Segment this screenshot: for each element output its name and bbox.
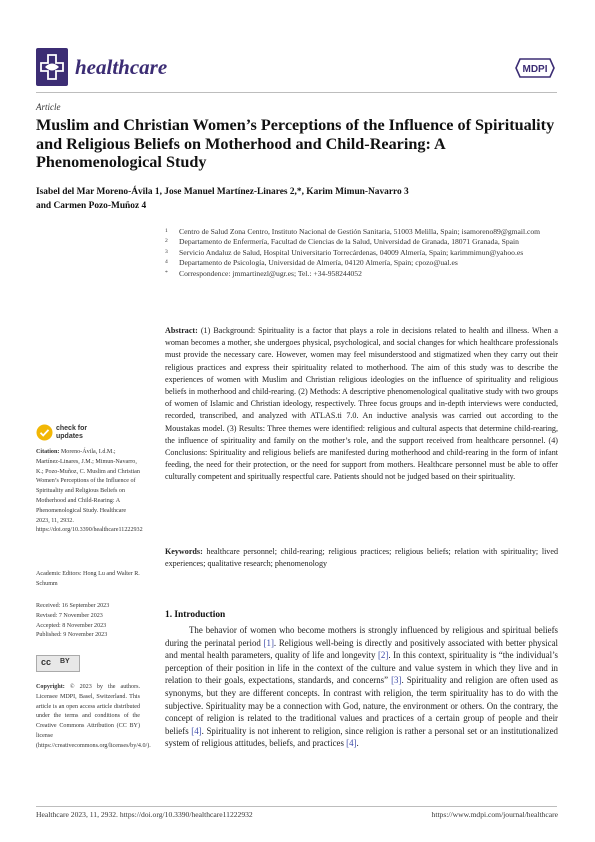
cc-by-label: BY — [60, 658, 70, 665]
affiliation-text: Centro de Salud Zona Centro, Instituto Nacional de Gestión Sanitaria, 51003 Melilla, Spain; isamoreno89@gmail.com — [179, 227, 541, 236]
intro-text: . Spirituality is not inherent to religion, since religion is rather a personal set or an institutionalized system of religious attitudes, beliefs, and practices — [165, 725, 558, 749]
introduction-paragraph — [165, 624, 558, 750]
reference-link[interactable]: [4] — [191, 725, 202, 736]
keywords-label: Keywords: — [165, 547, 203, 556]
intro-text: . Religious well-being is directly and positively associated with better physical and mental health parameters, quality of life and longevity — [165, 637, 558, 661]
authors-line-1[interactable]: Isabel del Mar Moreno-Ávila 1, Jose Manuel Martínez-Linares 2,*, Karim Mimun-Navarro 3 — [36, 187, 409, 197]
intro-text: . In this context, spirituality is “the individual’s perception of their position in life in the context of the culture and value system in which they live and in relation to their goals, expectations, standards, and concerns” — [165, 650, 558, 686]
cc-by-license-icon[interactable] — [36, 655, 80, 672]
reference-link[interactable]: [4] — [346, 738, 357, 749]
citation-label: Citation: — [36, 449, 60, 455]
check-line-2: updates — [56, 432, 83, 440]
reference-link[interactable]: [3] — [391, 675, 402, 686]
affiliation-number: 3 — [165, 248, 168, 255]
mdpi-logo[interactable] — [515, 57, 555, 79]
affiliation-number: * — [165, 269, 168, 276]
article-title: Muslim and Christian Women’s Perceptions of the Influence of Spirituality and Religious Beliefs on Motherhood and Child-Rearing: A Phenomenological Study — [36, 116, 555, 171]
footer-divider — [36, 806, 557, 807]
affiliation-text: Departamento de Psicología, Universidad de Almería, 04120 Almería, Spain; cpozo@ual.es — [179, 258, 458, 268]
copyright-block — [36, 683, 151, 752]
date-published: Published: 9 November 2023 — [36, 632, 108, 639]
header-divider — [36, 92, 557, 93]
intro-text: . Spirituality and religion are often used as synonyms, but they are different concepts. In contrast with religion, the term spirituality has to do with the subjective. Spirituality may be a connection with God, nature, the environment or others. On the contrary, the concept of religion is related to the traditional values and practices of a certain group of people and their beliefs — [165, 675, 558, 736]
article-type: Article — [36, 102, 61, 112]
reference-link[interactable]: [1] — [263, 637, 274, 648]
affiliation-item — [165, 258, 545, 268]
intro-text: The behavior of women who become mothers is strongly influenced by religious and spiritual beliefs during the perinatal period — [165, 625, 558, 648]
mdpi-logo-text: MDPI — [522, 64, 548, 75]
affiliation-number: 4 — [165, 259, 168, 266]
correspondence-text[interactable]: Correspondence: jmmartinezl@ugr.es; Tel.: +34-958244052 — [179, 268, 362, 278]
intro-text: . — [356, 738, 359, 749]
healthcare-cross-icon — [36, 48, 68, 86]
section-heading-introduction: 1. Introduction — [165, 610, 226, 620]
keywords-text: healthcare personnel; child-rearing; religious practices; religious beliefs; relation with spirituality; lived experiences; qualitative research; phenomenology — [165, 547, 558, 569]
check-for-updates-button[interactable] — [36, 424, 106, 444]
copyright-label: Copyright: — [36, 684, 65, 690]
affiliation-item — [165, 227, 545, 237]
reference-link[interactable]: [2] — [377, 650, 389, 661]
affiliation-item — [165, 237, 545, 247]
affiliation-item — [165, 269, 545, 279]
affiliation-text: Departamento de Enfermería, Facultad de Ciencias de la Salud, Universidad de Granada, 18071 Granada, Spain — [179, 237, 519, 247]
authors-line-2[interactable]: and Carmen Pozo-Muñoz 4 — [36, 201, 147, 211]
cc-label: cc — [41, 657, 52, 667]
affiliations — [165, 227, 545, 279]
citation-text[interactable]: Moreno-Ávila, I.d.M.; Martínez-Linares, J.M.; Mimun-Navarro, K.; Pozo-Muñoz, C. Muslim and Christian Women’s Perceptions of the Influence of Spirituality and Religious Beliefs on Motherhood and Child-Rearing: A Phenomenological Study. Healthcare 2023, 11, 2932. https://doi.org/10.3390/healthcare11222932 — [36, 449, 143, 534]
date-received: Received: 16 September 2023 — [36, 603, 110, 609]
affiliation-number: 2 — [165, 238, 168, 245]
keywords — [165, 546, 558, 570]
academic-editors: Academic Editors: Hong Lu and Walter R. Schumm — [36, 571, 140, 587]
affiliation-number: 1 — [165, 228, 168, 234]
abstract-label: Abstract: — [165, 326, 198, 335]
abstract-text: (1) Background: Spirituality is a factor that plays a role in decisions related to health and illness. When a woman becomes a mother, she undergoes physical, psychological, and social changes for which healthcare professionals must provide the necessary care. However, women may feel misunderstood and stigmatized when they carry out their religious practices and express their spirituality related to motherhood. The aim of this study was to describe the experiences of women with Muslim and Christian religious ideologies on the influence of spirituality and religious beliefs in motherhood and child-rearing. (2) Methods: A descriptive phenomenological qualitative study with two groups of women of Islamic and Christian ideology, respectively. Three focus groups and in-depth interviews were conducted, recorded, transcribed, and analyzed with ATLAS.ti 7.0. An inductive analysis was carried out according to the Moustakas model. (3) Results: Three themes were identified: religious and cultural aspects that determine child-rearing, the influence of spirituality and family on the mother’s role, and the support received from healthcare personnel. (4) Conclusions: Spirituality and religious beliefs are manifested during motherhood and child-rearing in the form of infant feeding, the need for their protection, or the need for support from mothers. Healthcare personnel must be able to offer culturally competent and spiritually respectful care. Patients should not be judged based on their spirituality. — [165, 326, 558, 482]
footer-journal-url[interactable]: https://www.mdpi.com/journal/healthcare — [431, 810, 558, 819]
journal-name[interactable]: healthcare — [75, 55, 168, 79]
citation-block — [36, 448, 143, 536]
check-for-updates-label — [56, 425, 87, 440]
footer-citation[interactable]: Healthcare 2023, 11, 2932. https://doi.org/10.3390/healthcare11222932 — [36, 810, 253, 819]
date-accepted: Accepted: 8 November 2023 — [36, 622, 107, 629]
author-list — [36, 185, 556, 213]
publication-dates — [36, 602, 140, 641]
affiliation-text: Servicio Andaluz de Salud, Hospital Universitario Torrecárdenas, 04009 Almería, Spain; karimmimun@yahoo.es — [179, 247, 524, 257]
affiliation-item — [165, 248, 545, 258]
copyright-text: © 2023 by the authors. Licensee MDPI, Basel, Switzerland. This article is an open access article distributed under the terms and conditions of the Creative Commons Attribution (CC BY) license (https://creativecommons.org/licenses/by/4.0/). — [36, 684, 151, 749]
date-revised: Revised: 7 November 2023 — [36, 612, 103, 619]
check-for-updates-icon — [36, 424, 53, 441]
abstract — [165, 325, 558, 484]
check-line-1: check for — [56, 425, 88, 432]
